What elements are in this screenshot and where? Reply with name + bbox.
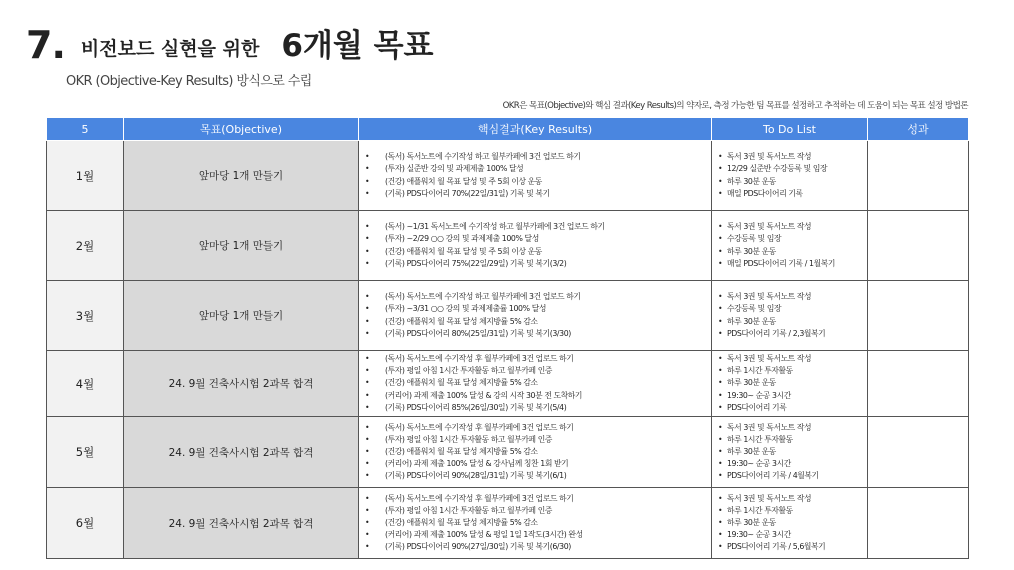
todo-item: • 독서 3권 및 독서노트 작성 [718,291,863,303]
todo-cell [712,351,868,417]
key-results-list [359,289,711,342]
todo-item: • 독서 3권 및 독서노트 작성 [718,151,863,163]
okr-subtitle: OKR (Objective-Key Results) 방식으로 수립 [66,74,312,89]
todo-item: • 하루 1시간 투자활동 [718,365,863,377]
result-cell [868,417,969,488]
header-cell-key-results: 핵심결과(Key Results) [359,118,712,141]
todo-item: • 독서 3권 및 독서노트 작성 [718,353,863,365]
table-row [47,211,969,281]
table-row [47,417,969,488]
todo-item: • 하루 1시간 투자활동 [718,505,863,517]
key-result-item: • (기록) PDS다이어리 90%(28일/31일) 기록 및 복기(6/1) [365,470,707,482]
table-row [47,141,969,211]
todo-item: • 독서 3권 및 독서노트 작성 [718,221,863,233]
section-number: 7. [26,23,65,67]
okr-description: OKR은 목표(Objective)와 핵심 결과(Key Results)의 약자로, 측정 가능한 팀 목표를 설정하고 추적하는 데 도움이 되는 목표 설정 방법론 [502,101,968,111]
month-cell: 2월 [47,211,124,281]
key-result-item: • (커리어) 과제 제출 100% 달성 & 강사님께 칭찬 1회 받기 [365,458,707,470]
todo-cell [712,488,868,559]
result-cell [868,281,969,351]
month-cell: 1월 [47,141,124,211]
key-results-list [359,351,711,416]
result-cell [868,351,969,417]
key-result-item: • (투자) 평일 아침 1시간 투자활동 하고 월부카페 인증 [365,505,707,517]
key-result-item: • (투자) ~2/29 ○○ 강의 및 과제제출 100% 달성 [365,233,707,245]
todo-item: • 하루 30분 운동 [718,316,863,328]
key-result-item: • (독서) 독서노트에 수기작성 후 월부카페에 3건 업로드 하기 [365,353,707,365]
key-results-list [359,491,711,556]
todo-item: • 하루 30분 운동 [718,377,863,389]
table-row [47,281,969,351]
todo-item: • 매일 PDS다이어리 기록 / 1월복기 [718,258,863,270]
todo-item: • PDS다이어리 기록 [718,402,863,414]
title-main: 6개월 목표 [281,28,434,64]
todo-list [712,351,867,416]
todo-list [712,149,867,202]
okr-table [46,117,969,559]
todo-item: • 수강등록 및 임장 [718,303,863,315]
key-result-item: • (건강) 애플워치 월 목표 달성 체지방률 5% 감소 [365,517,707,529]
todo-item: • 19:30~ 순공 3시간 [718,390,863,402]
key-results-list [359,149,711,202]
key-result-item: • (기록) PDS다이어리 75%(22일/29일) 기록 및 복기(3/2) [365,258,707,270]
todo-item: • 하루 30분 운동 [718,176,863,188]
objective-cell: 24. 9월 건축사시험 2과목 합격 [124,417,359,488]
key-results-cell [359,211,712,281]
todo-item: • 12/29 실준반 수강등록 및 임장 [718,163,863,175]
table-row [47,488,969,559]
result-cell [868,141,969,211]
todo-list [712,420,867,485]
key-result-item: • (투자) 평일 아침 1시간 투자활동 하고 월부카페 인증 [365,434,707,446]
key-result-item: • (독서) 독서노트에 수기작성 하고 월부카페에 3건 업로드 하기 [365,291,707,303]
result-cell [868,488,969,559]
month-cell: 6월 [47,488,124,559]
key-result-item: • (커리어) 과제 제출 100% 달성 & 강의 시작 30분 전 도착하기 [365,390,707,402]
todo-item: • PDS다이어리 기록 / 4월복기 [718,470,863,482]
key-result-item: • (건강) 애플워치 월 목표 달성 체지방률 5% 감소 [365,377,707,389]
todo-cell [712,417,868,488]
key-results-list [359,219,711,272]
key-result-item: • (건강) 애플워치 월 목표 달성 및 주 5회 이상 운동 [365,246,707,258]
header-cell-index: 5 [47,118,124,141]
key-result-item: • (기록) PDS다이어리 85%(26일/30일) 기록 및 복기(5/4) [365,402,707,414]
todo-list [712,219,867,272]
result-cell [868,211,969,281]
key-result-item: • (기록) PDS다이어리 70%(22일/31일) 기록 및 복기 [365,188,707,200]
objective-cell: 앞마당 1개 만들기 [124,141,359,211]
objective-cell: 24. 9월 건축사시험 2과목 합격 [124,351,359,417]
todo-cell [712,141,868,211]
key-result-item: • (투자) ~3/31 ○○ 강의 및 과제제출률 100% 달성 [365,303,707,315]
objective-cell: 앞마당 1개 만들기 [124,281,359,351]
todo-item: • PDS다이어리 기록 / 5,6월복기 [718,541,863,553]
key-result-item: • (독서) 독서노트에 수기작성 하고 월부카페에 3건 업로드 하기 [365,151,707,163]
key-result-item: • (기록) PDS다이어리 80%(25일/31일) 기록 및 복기(3/30) [365,328,707,340]
key-result-item: • (커리어) 과제 제출 100% 달성 & 평일 1일 1작도(3시간) 완성 [365,529,707,541]
objective-cell: 앞마당 1개 만들기 [124,211,359,281]
todo-item: • 19:30~ 순공 3시간 [718,529,863,541]
todo-item: • 하루 1시간 투자활동 [718,434,863,446]
key-results-cell [359,351,712,417]
key-result-item: • (건강) 애플워치 월 목표 달성 체지방률 5% 감소 [365,446,707,458]
key-result-item: • (독서) ~1/31 독서노트에 수기작성 하고 월부카페에 3건 업로드 하기 [365,221,707,233]
month-cell: 4월 [47,351,124,417]
todo-list [712,289,867,342]
key-results-cell [359,281,712,351]
table-row [47,351,969,417]
table-header-row [47,118,969,141]
key-result-item: • (독서) 독서노트에 수기작성 후 월부카페에 3건 업로드 하기 [365,493,707,505]
todo-item: • 하루 30분 운동 [718,517,863,529]
key-result-item: • (투자) 평일 아침 1시간 투자활동 하고 월부카페 인증 [365,365,707,377]
page-title [26,20,433,67]
todo-item: • 하루 30분 운동 [718,246,863,258]
key-result-item: • (기록) PDS다이어리 90%(27일/30일) 기록 및 복기(6/30) [365,541,707,553]
month-cell: 5월 [47,417,124,488]
key-results-cell [359,417,712,488]
todo-item: • 수강등록 및 임장 [718,233,863,245]
title-subtitle: 비전보드 실현을 위한 [80,38,260,60]
todo-list [712,491,867,556]
todo-cell [712,211,868,281]
header-cell-objective: 목표(Objective) [124,118,359,141]
key-result-item: • (독서) 독서노트에 수기작성 후 월부카페에 3건 업로드 하기 [365,422,707,434]
header-cell-result: 성과 [868,118,969,141]
todo-item: • 독서 3권 및 독서노트 작성 [718,493,863,505]
todo-item: • PDS다이어리 기록 / 2,3월복기 [718,328,863,340]
key-result-item: • (건강) 애플워치 월 목표 달성 체지방률 5% 감소 [365,316,707,328]
month-cell: 3월 [47,281,124,351]
key-result-item: • (투자) 실준반 강의 및 과제제출 100% 달성 [365,163,707,175]
todo-cell [712,281,868,351]
todo-item: • 독서 3권 및 독서노트 작성 [718,422,863,434]
objective-cell: 24. 9월 건축사시험 2과목 합격 [124,488,359,559]
todo-item: • 매일 PDS다이어리 기록 [718,188,863,200]
key-results-list [359,420,711,485]
header-cell-todo: To Do List [712,118,868,141]
key-results-cell [359,141,712,211]
key-result-item: • (건강) 애플워치 월 목표 달성 및 주 5회 이상 운동 [365,176,707,188]
key-results-cell [359,488,712,559]
todo-item: • 하루 30분 운동 [718,446,863,458]
todo-item: • 19:30~ 순공 3시간 [718,458,863,470]
